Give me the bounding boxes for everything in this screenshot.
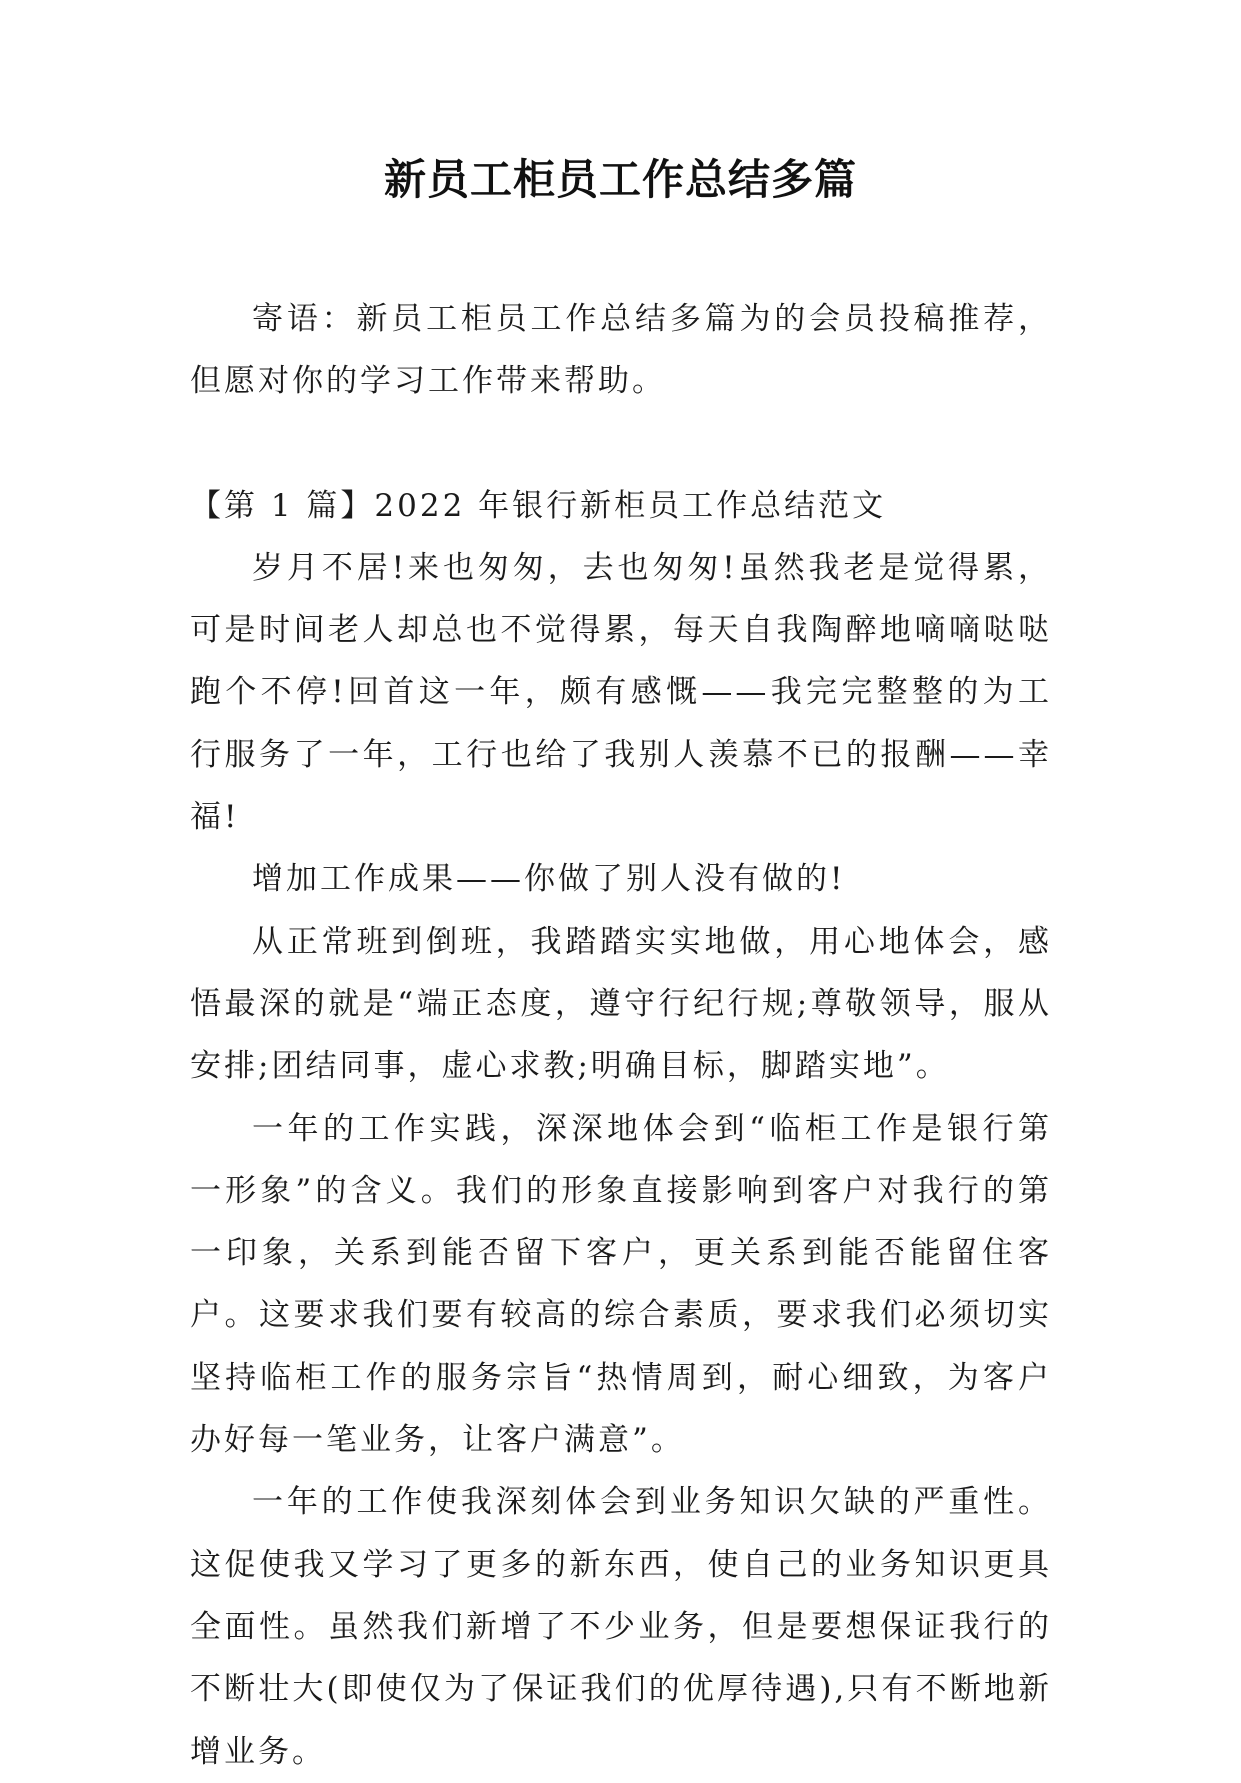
intro-paragraph: 寄语：新员工柜员工作总结多篇为的会员投稿推荐，但愿对你的学习工作带来帮助。 [190, 301, 1052, 400]
section-heading: 【第 1 篇】2022 年银行新柜员工作总结范文 [190, 487, 887, 524]
body-paragraph: 从正常班到倒班，我踏踏实实地做，用心地体会，感悟最深的就是“端正态度，遵守行纪行规;尊敬领导，服从安排;团结同事，虚心求教;明确目标，脚踏实地”。 [190, 923, 1052, 1085]
document-title: 新员工柜员工作总结多篇 [383, 155, 857, 204]
body-paragraph: 一年的工作实践，深深地体会到“临柜工作是银行第一形象”的含义。我们的形象直接影响到客户对我行的第一印象，关系到能否留下客户，更关系到能否能留住客户。这要求我们要有较高的综合素质，要求我们必须切实坚持临柜工作的服务宗旨“热情周到，耐心细致，为客户办好每一笔业务，让客户满意”。 [190, 1110, 1052, 1459]
body-paragraph: 增加工作成果——你做了别人没有做的! [252, 861, 846, 898]
document-body [190, 288, 1052, 1783]
body-paragraph: 一年的工作使我深刻体会到业务知识欠缺的严重性。这促使我又学习了更多的新东西，使自己的业务知识更具全面性。虽然我们新增了不少业务，但是要想保证我行的不断壮大(即使仅为了保证我们的优厚待遇),只有不断地新增业务。 [190, 1484, 1052, 1770]
body-paragraph: 岁月不居!来也匆匆，去也匆匆!虽然我老是觉得累，可是时间老人却总也不觉得累，每天自我陶醉地嘀嘀哒哒跑个不停!回首这一年，颇有感慨——我完完整整的为工行服务了一年，工行也给了我别人羡慕不已的报酬——幸福! [190, 549, 1052, 836]
